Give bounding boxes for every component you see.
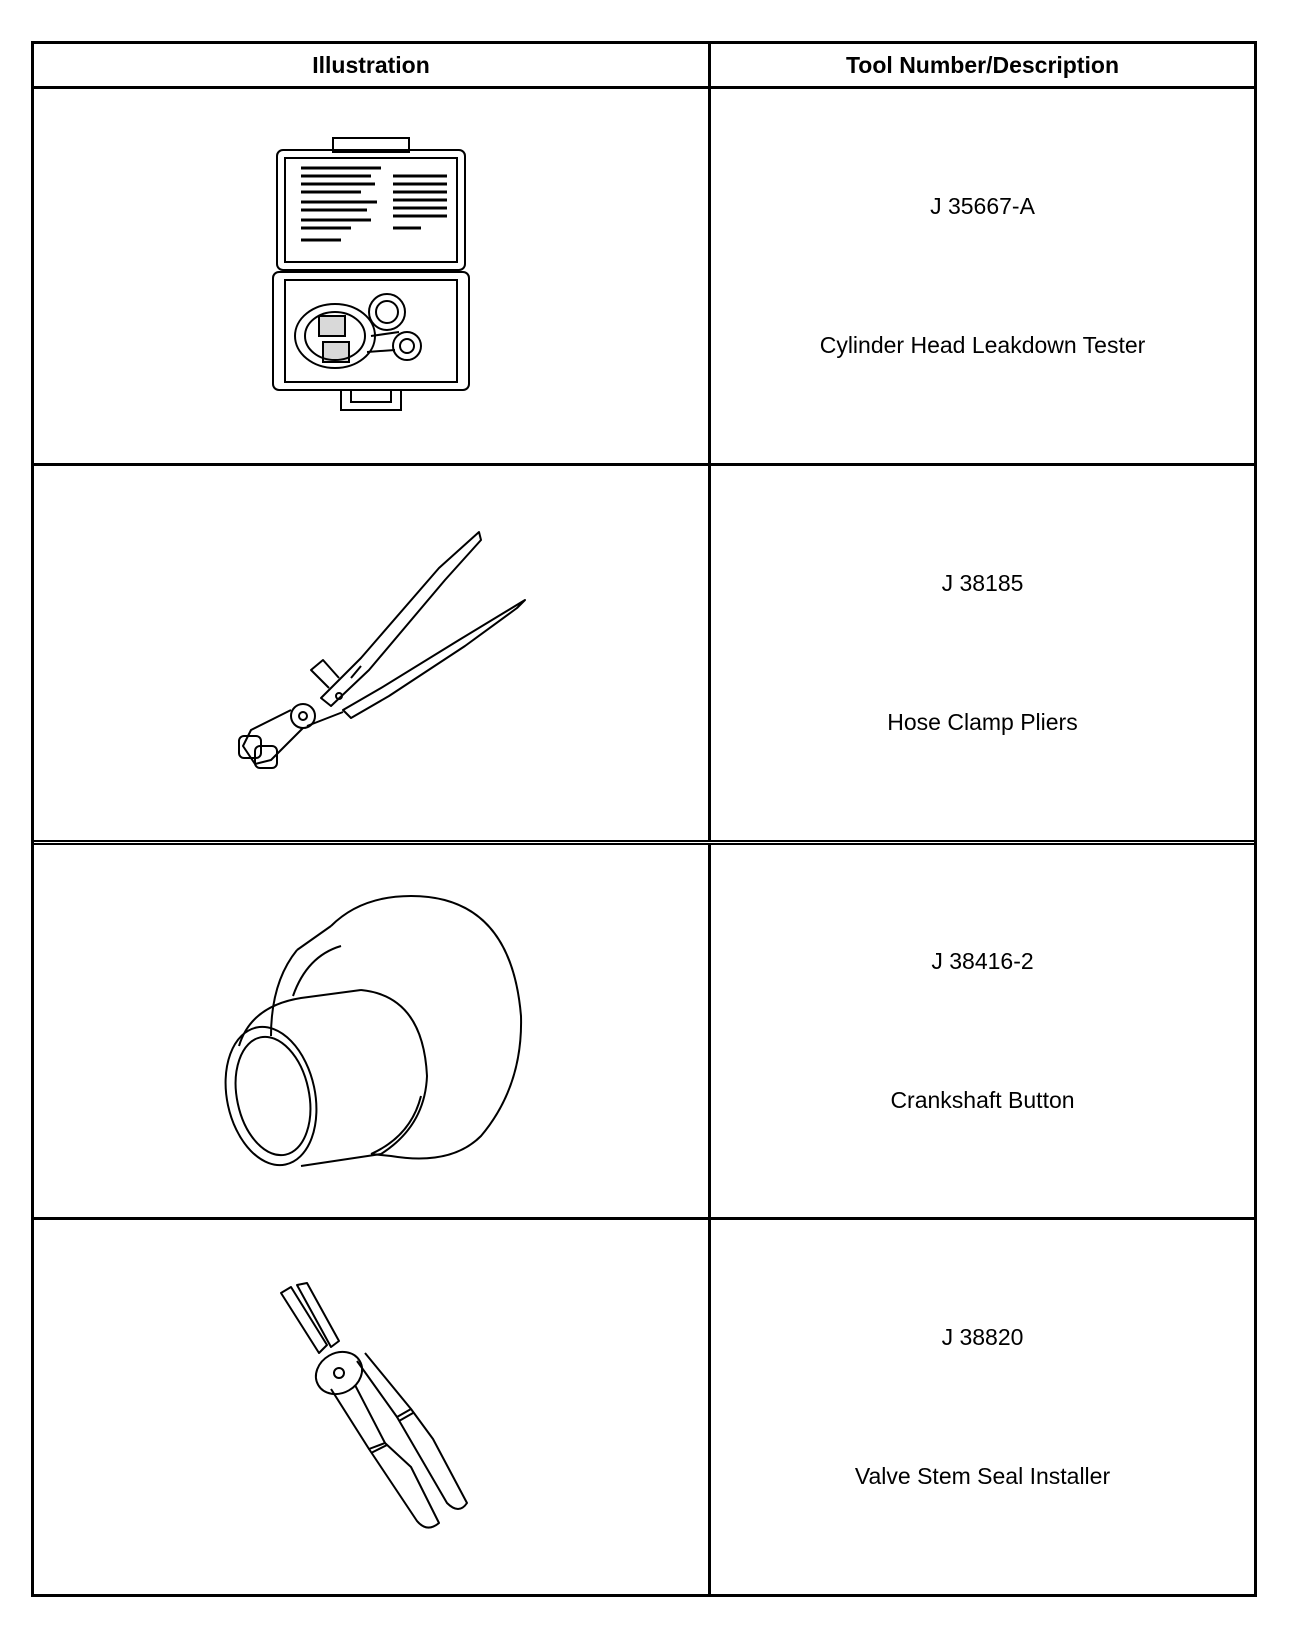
tool-info-cell xyxy=(711,466,1254,840)
illustration-cell xyxy=(34,466,711,840)
tool-info-cell xyxy=(711,89,1254,463)
table-row xyxy=(34,463,1254,840)
special-tools-table xyxy=(31,41,1257,1597)
table-header-row xyxy=(34,44,1254,86)
header-tool-label: Tool Number/Description xyxy=(845,51,1120,78)
tool-number: J 38416-2 xyxy=(931,948,1034,974)
table-row xyxy=(34,840,1254,1217)
hose-clamp-pliers-icon xyxy=(211,528,531,778)
header-illustration xyxy=(34,44,711,86)
tool-number: J 38185 xyxy=(941,570,1024,596)
tool-info-cell xyxy=(711,1220,1254,1594)
tool-number: J 35667-A xyxy=(930,193,1035,219)
illustration-cell xyxy=(34,1220,711,1594)
table-row xyxy=(34,1217,1254,1594)
tool-description: Crankshaft Button xyxy=(890,1087,1075,1113)
tool-description: Hose Clamp Pliers xyxy=(887,709,1078,735)
tool-description: Valve Stem Seal Installer xyxy=(854,1463,1111,1489)
header-tool xyxy=(711,44,1254,86)
tool-description: Cylinder Head Leakdown Tester xyxy=(819,332,1146,358)
illustration-cell xyxy=(34,89,711,463)
crankshaft-button-icon xyxy=(211,886,531,1176)
table-row xyxy=(34,86,1254,463)
illustration-cell xyxy=(34,845,711,1217)
valve-stem-seal-installer-icon xyxy=(261,1277,481,1537)
header-illustration-label: Illustration xyxy=(312,51,430,78)
tool-number: J 38820 xyxy=(941,1324,1024,1350)
tool-info-cell xyxy=(711,845,1254,1217)
tool-case-icon xyxy=(271,136,471,416)
